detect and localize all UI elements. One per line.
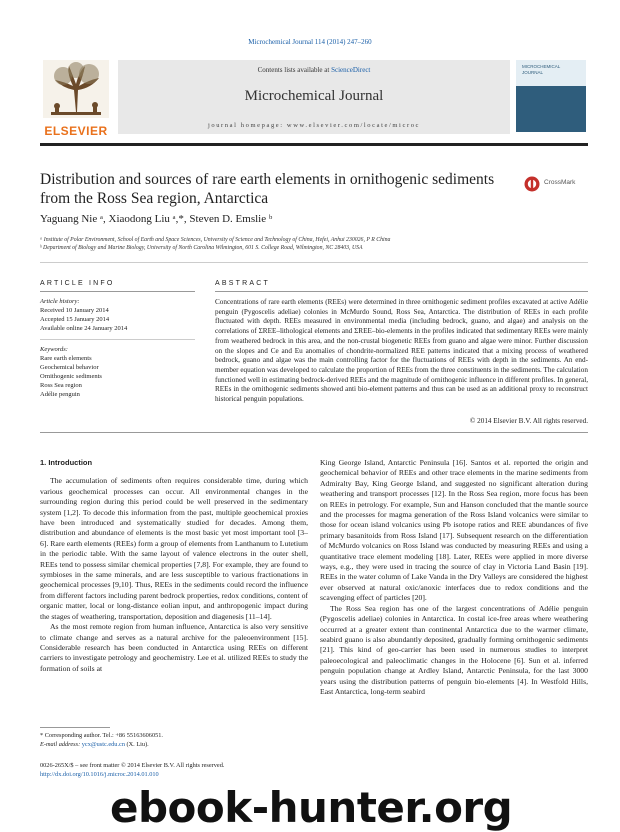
- article-info-heading: ARTICLE INFO: [40, 280, 115, 287]
- abstract-copyright: © 2014 Elsevier B.V. All rights reserved.: [469, 417, 588, 425]
- footnote-email: [40, 741, 308, 750]
- journal-title: Microchemical Journal: [244, 88, 384, 104]
- email-suffix: (X. Liu).: [124, 740, 149, 748]
- crossmark-label: CrossMark: [544, 179, 576, 186]
- journal-homepage-link[interactable]: journal homepage: www.elsevier.com/locate/microc: [207, 122, 421, 129]
- body-paragraph: The Ross Sea region has one of the largest concentrations of Adélie penguin (Pygoscelis adeliae) colonies in Antarctica. In costal ice-free areas where weathering occurred at a greater extent than continental Antarctica due to the warmer climate, seabird guano is also abundantly deposited, gradually forming ornithogenic sediments [21]. This kind of geo-carrier has been used in numerous studies to interpret paleoecological and paleoclimatic changes in the Holocene [6]. Sun et al. inferred penguin population change at Ardley Island, Antarctic Peninsula, for the last 3000 years using the distribution patterns of penguin bio-elements [4]. In Westfold Hills, East Antarctica, long-term seabird: [320, 603, 588, 696]
- abstract-heading: ABSTRACT: [215, 280, 270, 287]
- email-link[interactable]: ycx@ustc.edu.cn: [81, 740, 125, 748]
- keywords-label: Keywords:: [40, 346, 68, 353]
- abstract-rule: [215, 291, 588, 292]
- history-online: Available online 24 January 2014: [40, 325, 128, 332]
- body-paragraph: As the most remote region from human influence, Antarctica is also very sensitive to climate change and serves as a natural archive for the paleoenvironment [15]. Considerable research has been conducted in Antarctica using REEs on different carriers to investigate petrology and geochemistry. Lee et al. utilized REEs to study the formation of soils at: [40, 622, 308, 673]
- affiliation-a: ᵃ Institute of Polar Environment, School of Earth and Space Sciences, University of Science and Technology of China, Hefei, Anhui 230026, P R China: [40, 237, 391, 243]
- keyword-item: Geochemical behavior: [40, 364, 99, 371]
- keyword-item: Ross Sea region: [40, 382, 82, 389]
- sciencedirect-link[interactable]: ScienceDirect: [331, 66, 371, 74]
- issn-block: [40, 762, 308, 779]
- footnote-tel: * Corresponding author. Tel.: +86 55163606051.: [40, 732, 163, 739]
- article-title: Distribution and sources of rare earth elements in ornithogenic sediments from the Ross Sea region, Antarctica: [40, 171, 495, 208]
- corresponding-author-footnote: [40, 732, 308, 749]
- history-received: Received 10 January 2014: [40, 307, 109, 314]
- masthead-rule: [40, 143, 588, 146]
- article-info-panel: [40, 297, 190, 399]
- crossmark-icon: [524, 176, 540, 192]
- history-accepted: Accepted 15 January 2014: [40, 316, 110, 323]
- doi-link[interactable]: http://dx.doi.org/10.1016/j.microc.2014.01.010: [40, 770, 159, 778]
- introduction-heading: 1. Introduction: [40, 458, 93, 467]
- abstract-bottom-rule: [40, 432, 588, 433]
- elsevier-wordmark: ELSEVIER: [44, 124, 108, 138]
- article-info-rule: [40, 291, 195, 292]
- journal-citation-link[interactable]: Microchemical Journal 114 (2014) 247–260: [248, 38, 372, 46]
- journal-banner: [118, 60, 510, 134]
- footnote-rule: [40, 727, 110, 728]
- elsevier-tree-icon: [43, 60, 109, 118]
- watermark-text: ebook-hunter.org: [110, 783, 513, 832]
- elsevier-logo: [40, 60, 112, 136]
- body-paragraph: The accumulation of sediments often requires considerable time, during which various geochemical processes can occur. All environmental changes in the surrounding region during this period could be well preserved in the sedimentary system [1,2]. To decode this information from the past, multiple geochemical proxies have been introduced and systematically studied for decades. Among them, distribution and abundance of elements is the most basic yet most important tool [3–6]. Rare earth elements (REEs) form a group of elements from Lanthanum to Lutetium in the periodic table. With the same layout of valence electrons in the outer shell, REEs tend to possess similar chemical properties [7,8]. For example, they are found to symbioses in the same minerals, and are less susceptible to various fractionations in geochemical processes [9,10]. Thus, REEs in the sediments could record the influence from different factors including parent bedrock properties, redox conditions, content of organic matter, local or long-distance eolian input, and anthropogenic impact during the stages of weathering, transportation, deposition and diagenesis [11–14].: [40, 476, 308, 621]
- abstract-body: Concentrations of rare earth elements (REEs) were determined in three ornithogenic sediment profiles excavated at active Adélie penguin (Pygoscelis adeliae) colonies in McMurdo Sound, Ross Sea, Antarctica. The distribution of REEs in each profile fluctuated with depth. REEs measured in environmental media (including bedrock, guano, and algae) and analysis on the correlations of ΣREE–lithological elements and ΣREE–bio-elements in the profiles indicated that sedimentary REEs were mainly from weathered bedrock in this area, and the non-crustal biogenetic REEs from guano and algae were minor. Further discussion on the slopes and Ce and Eu anomalies of chondrite-normalized REE patterns indicated that a mixing process of weathered bedrock, guano and algae was the main controlling factor for the fluctuations of REEs with depth in the sediments. An end-member equation was developed to calculate the proportion of REEs from the three constituents in the sediments. The calculation functioned well in estimating bedrock-derived REEs and the magnitude of ornithogenic influence in different profiles. In general, REEs in the ornithogenic sediments showed anti bio-element patterns and thus can be used as an additional proxy to reconstruct historical penguin populations.: [215, 298, 588, 404]
- affiliation-rule: [40, 262, 588, 263]
- contents-line: [118, 66, 510, 74]
- issn-line: 0026-265X/$ – see front matter © 2014 Elsevier B.V. All rights reserved.: [40, 762, 225, 769]
- keyword-item: Adélie penguin: [40, 391, 80, 398]
- body-column-left: [40, 458, 308, 674]
- body-column-right: [320, 458, 588, 697]
- author-list: Yaguang Nie ᵃ, Xiaodong Liu ᵃ,*, Steven D. Emslie ᵇ: [40, 213, 273, 225]
- email-label: E-mail address:: [40, 740, 82, 748]
- crossmark-button[interactable]: [524, 176, 590, 192]
- keywords-rule: [40, 339, 195, 340]
- affiliation-b: ᵇ Department of Biology and Marine Biology, University of North Carolina Wilmington, 601 S. College Road, Wilmington, NC 28403, USA: [40, 245, 363, 251]
- cover-title: MICROCHEMICAL JOURNAL: [522, 64, 561, 75]
- history-label: Article history:: [40, 298, 80, 305]
- contents-prefix: Contents lists available at: [257, 66, 332, 74]
- journal-masthead: [40, 60, 588, 138]
- body-paragraph: King George Island, Antarctic Peninsula [16]. Santos et al. reported the origin and geochemical behavior of REEs and other trace elements in the marine sediments from Admiralty Bay, King George Island, and suggested no significant alteration during weathering and transport processes [12]. In the Ross Sea region, more focus has been on REEs in petrology. For example, Sun and Hanson concluded that the mantle source and the processes for magma generation of the Ross Island volcanics were similar to those for ocean island volcanics using Pb isotope ratios and REE abundances of five primary basanitoids from Ross Island [17]. Subsequent research on the differentiation of McMurdo volcanics on Ross Island was conducted by measuring REEs and using a quantitative trace element modeling [18]. Later, REEs were applied in more diverse ways, e.g., they were used in tracing the source of clay in Victoria Land Basin [19]. REEs in the water column of Lake Vanda in the Dry Valleys are considered the highest ever observed at natural oxic/anoxic interfaces due to redox conditions and the scavenging effect of particles [20].: [320, 458, 588, 603]
- keyword-item: Rare earth elements: [40, 355, 92, 362]
- journal-cover-thumbnail: [516, 60, 586, 132]
- keyword-item: Ornithogenic sediments: [40, 373, 102, 380]
